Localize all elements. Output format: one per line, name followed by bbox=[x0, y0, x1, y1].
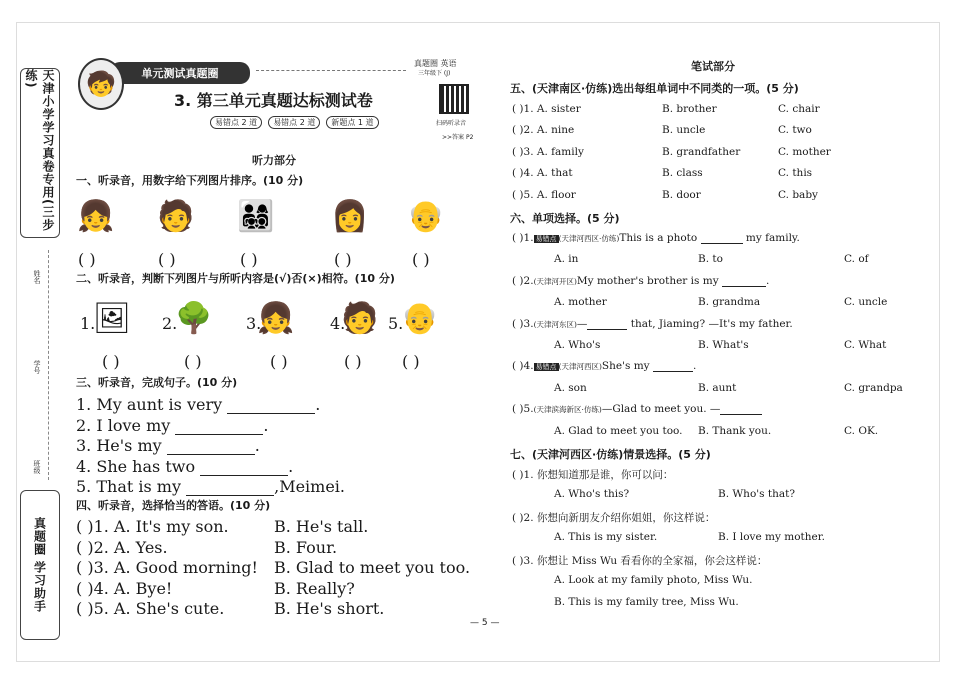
option-b[interactable]: B. door bbox=[662, 189, 701, 201]
banner-tag: 单元测试真题圈 bbox=[110, 62, 250, 84]
item-number: 1. bbox=[80, 314, 96, 333]
answer-paren[interactable]: ( ) bbox=[344, 352, 362, 371]
option-a[interactable]: A. Who's this? bbox=[554, 488, 630, 500]
fill-item: 2. I love my . bbox=[76, 416, 269, 435]
section-5-title: 五、(天津南区·仿练)选出每组单词中不同类的一项。(5 分) bbox=[510, 82, 799, 95]
answer-paren[interactable]: ( ) bbox=[78, 250, 96, 269]
option-c[interactable]: C. two bbox=[778, 124, 812, 136]
cut-line bbox=[48, 250, 49, 480]
answer-blank[interactable] bbox=[653, 361, 693, 372]
option-b[interactable]: B. to bbox=[698, 253, 723, 265]
picture-tree-icon: 🌳 bbox=[175, 300, 213, 336]
choice-a[interactable]: ( )4. A. Bye! bbox=[76, 579, 173, 598]
qr-label: 扫码听录音 bbox=[436, 120, 467, 127]
option-c[interactable]: C. grandpa bbox=[844, 382, 903, 394]
answer-blank[interactable] bbox=[175, 424, 263, 435]
option-b[interactable]: B. grandfather bbox=[662, 146, 741, 158]
choice-a[interactable]: ( )3. A. Good morning! bbox=[76, 558, 258, 577]
choice-a[interactable]: ( )1. A. It's my son. bbox=[76, 517, 229, 536]
option-c[interactable]: C. uncle bbox=[844, 296, 888, 308]
fill-item: 5. That is my ,Meimei. bbox=[76, 477, 346, 496]
option-c[interactable]: C. baby bbox=[778, 189, 818, 201]
strip-bottom-badge: 真题圈 学习助手 bbox=[20, 490, 60, 640]
page-title: 3. 第三单元真题达标测试卷 bbox=[174, 91, 373, 110]
question-6-4: ( )4. 易错点 (天津河西区)She's my . bbox=[512, 360, 697, 372]
header-sub: 三年级下 (J) bbox=[418, 70, 451, 77]
row-item[interactable]: ( )5. A. floor bbox=[512, 189, 576, 201]
error-badge: 易错点 bbox=[535, 235, 557, 243]
item-number: 4. bbox=[330, 314, 346, 333]
situation-question: ( )1. 你想知道那是谁，你可以问： bbox=[512, 469, 674, 481]
stat-badge: 新题点 1 道 bbox=[326, 116, 378, 129]
answer-paren[interactable]: ( ) bbox=[102, 352, 120, 371]
answer-blank[interactable] bbox=[186, 485, 274, 496]
row-item[interactable]: ( )1. A. sister bbox=[512, 103, 581, 115]
section-6-title: 六、单项选择。(5 分) bbox=[510, 212, 620, 225]
option-a[interactable]: A. Look at my family photo, Miss Wu. bbox=[554, 574, 753, 586]
answer-paren[interactable]: ( ) bbox=[240, 250, 258, 269]
picture-grandpa-icon: 👴 bbox=[401, 300, 439, 336]
choice-a[interactable]: ( )5. A. She's cute. bbox=[76, 599, 225, 618]
student-id-label: 学号 bbox=[33, 360, 41, 374]
option-b[interactable]: B. I love my mother. bbox=[718, 531, 825, 543]
option-b[interactable]: B. This is my family tree, Miss Wu. bbox=[554, 596, 739, 608]
question-6-1: ( )1. 易错点 (天津河西区·仿练)This is a photo my family. bbox=[512, 232, 800, 244]
question-6-5: ( )5.(天津滨海新区·仿练)—Glad to meet you. — bbox=[512, 403, 762, 415]
option-a[interactable]: A. Glad to meet you too. bbox=[554, 425, 683, 437]
option-b[interactable]: B. class bbox=[662, 167, 703, 179]
answer-blank[interactable] bbox=[587, 319, 627, 330]
binding-strip bbox=[18, 60, 62, 640]
item-number: 5. bbox=[388, 314, 404, 333]
option-a[interactable]: A. This is my sister. bbox=[554, 531, 658, 543]
qr-code-icon[interactable] bbox=[439, 84, 469, 114]
stats-row bbox=[210, 116, 379, 129]
section-2-title: 二、听录音，判断下列图片与所听内容是(√)否(×)相符。(10 分) bbox=[76, 272, 395, 285]
row-item[interactable]: ( )2. A. nine bbox=[512, 124, 575, 136]
picture-woman-icon: 👩 bbox=[331, 198, 369, 234]
error-badge: 易错点 bbox=[535, 363, 557, 371]
banner-divider bbox=[256, 70, 406, 71]
option-a[interactable]: A. mother bbox=[554, 296, 607, 308]
picture-man-icon: 🧑 bbox=[157, 198, 195, 234]
option-b[interactable]: B. grandma bbox=[698, 296, 761, 308]
option-c[interactable]: C. OK. bbox=[844, 425, 879, 437]
fill-item: 1. My aunt is very . bbox=[76, 395, 321, 414]
choice-b[interactable]: B. Really? bbox=[274, 579, 355, 598]
section-3-title: 三、听录音，完成句子。(10 分) bbox=[76, 376, 238, 389]
fill-item: 3. He's my . bbox=[76, 436, 260, 455]
answer-paren[interactable]: ( ) bbox=[184, 352, 202, 371]
option-c[interactable]: C. of bbox=[844, 253, 869, 265]
question-6-3: ( )3.(天津河东区)— that, Jiaming? —It's my father. bbox=[512, 318, 793, 330]
answer-blank[interactable] bbox=[200, 465, 288, 476]
option-b[interactable]: B. aunt bbox=[698, 382, 737, 394]
situation-question: ( )3. 你想让 Miss Wu 看看你的全家福，你会这样说： bbox=[512, 555, 768, 567]
answer-blank[interactable] bbox=[167, 444, 255, 455]
choice-b[interactable]: B. He's short. bbox=[274, 599, 385, 618]
section-7-title: 七、(天津河西区·仿练)情景选择。(5 分) bbox=[510, 448, 711, 461]
answer-blank[interactable] bbox=[227, 403, 315, 414]
listening-heading: 听力部分 bbox=[252, 154, 296, 167]
option-c[interactable]: C. mother bbox=[778, 146, 831, 158]
option-b[interactable]: B. Who's that? bbox=[718, 488, 795, 500]
choice-b[interactable]: B. He's tall. bbox=[274, 517, 369, 536]
answer-paren[interactable]: ( ) bbox=[402, 352, 420, 371]
situation-question: ( )2. 你想向新朋友介绍你姐姐，你这样说： bbox=[512, 512, 716, 524]
stat-badge: 易错点 2 道 bbox=[268, 116, 320, 129]
question-6-2: ( )2.(天津河开区)My mother's brother is my . bbox=[512, 275, 770, 287]
answer-blank[interactable] bbox=[701, 233, 743, 244]
class-label: 班级 bbox=[33, 460, 41, 474]
header-right: 真题圈 英语 bbox=[414, 59, 457, 68]
mascot-icon: 🧒 bbox=[78, 58, 124, 110]
answer-blank[interactable] bbox=[722, 276, 766, 287]
option-b[interactable]: B. What's bbox=[698, 339, 749, 351]
row-item[interactable]: ( )3. A. family bbox=[512, 146, 584, 158]
option-b[interactable]: B. brother bbox=[662, 103, 717, 115]
option-a[interactable]: A. son bbox=[554, 382, 587, 394]
answer-blank[interactable] bbox=[720, 404, 762, 415]
answer-paren[interactable]: ( ) bbox=[158, 250, 176, 269]
item-number: 3. bbox=[246, 314, 262, 333]
option-b[interactable]: B. uncle bbox=[662, 124, 706, 136]
option-b[interactable]: B. Thank you. bbox=[698, 425, 772, 437]
choice-a[interactable]: ( )2. A. Yes. bbox=[76, 538, 168, 557]
strip-top-badge: 天津小学学习真卷专用(三步练) bbox=[20, 68, 60, 238]
option-a[interactable]: A. Who's bbox=[554, 339, 601, 351]
option-a[interactable]: A. in bbox=[554, 253, 579, 265]
stat-badge: 易错点 2 道 bbox=[210, 116, 262, 129]
fill-item: 4. She has two . bbox=[76, 457, 294, 476]
picture-girl-icon: 👧 bbox=[77, 198, 115, 234]
section-1-title: 一、听录音，用数字给下列图片排序。(10 分) bbox=[76, 174, 304, 187]
name-label: 姓名 bbox=[33, 270, 41, 284]
answer-ref: >>答案 P2 bbox=[442, 134, 474, 141]
page-number: — 5 — bbox=[470, 618, 500, 628]
answer-paren[interactable]: ( ) bbox=[412, 250, 430, 269]
choice-b[interactable]: B. Four. bbox=[274, 538, 338, 557]
picture-woman-icon: 🧑 bbox=[341, 300, 379, 336]
option-c[interactable]: C. What bbox=[844, 339, 887, 351]
option-c[interactable]: C. this bbox=[778, 167, 813, 179]
picture-family-icon: 👨‍👩‍👧‍👦 bbox=[237, 198, 275, 234]
picture-photo-icon: 🖼 bbox=[92, 300, 132, 336]
picture-girl-dog-icon: 👧 bbox=[257, 300, 295, 336]
section-4-title: 四、听录音，选择恰当的答语。(10 分) bbox=[76, 499, 271, 512]
option-c[interactable]: C. chair bbox=[778, 103, 820, 115]
choice-b[interactable]: B. Glad to meet you too. bbox=[274, 558, 471, 577]
written-heading: 笔试部分 bbox=[691, 60, 735, 73]
answer-paren[interactable]: ( ) bbox=[334, 250, 352, 269]
answer-paren[interactable]: ( ) bbox=[270, 352, 288, 371]
title-banner bbox=[74, 56, 474, 146]
row-item[interactable]: ( )4. A. that bbox=[512, 167, 573, 179]
picture-grandpa-icon: 👴 bbox=[407, 198, 445, 234]
item-number: 2. bbox=[162, 314, 178, 333]
